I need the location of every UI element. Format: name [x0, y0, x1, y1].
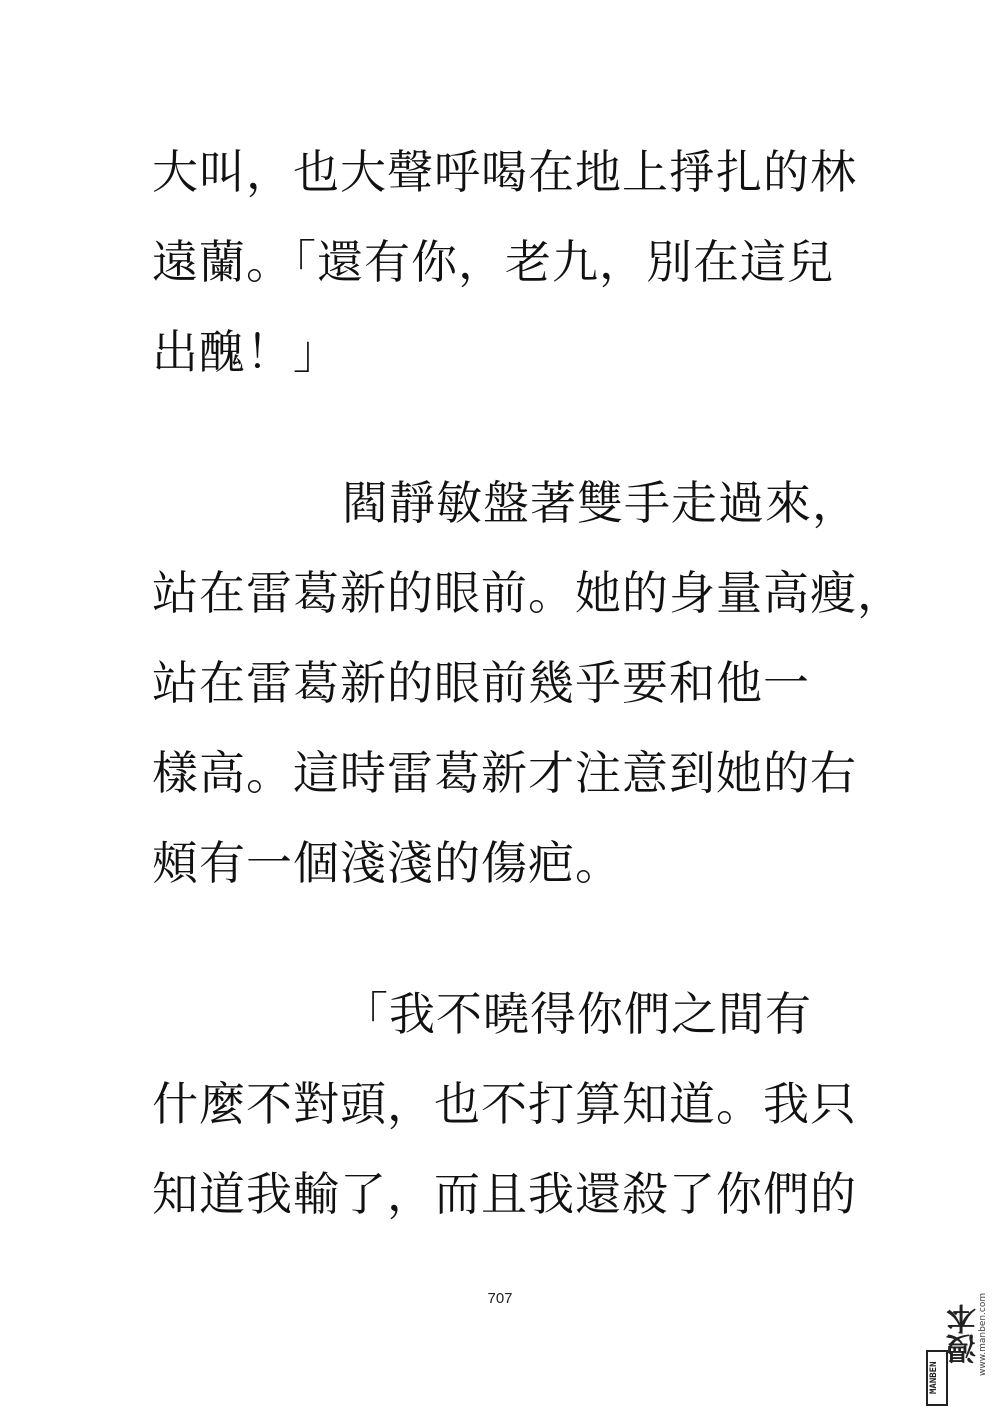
text-line: 遠蘭。「還有你，老九，別在這兒 — [152, 235, 834, 289]
text-line: 閻靜敏盤著雙手走過來， — [342, 476, 859, 530]
text-line: 什麼不對頭，也不打算知道。我只 — [152, 1077, 857, 1131]
text-line: 站在雷葛新的眼前幾乎要和他一 — [152, 656, 810, 710]
text-line: 樣高。這時雷葛新才注意到她的右 — [152, 746, 857, 800]
text-line: 站在雷葛新的眼前。她的身量高瘦， — [152, 566, 904, 620]
text-line: 頰有一個淺淺的傷疤。 — [152, 836, 622, 890]
watermark-logo — [926, 1262, 990, 1406]
text-line: 大叫，也大聲呼喝在地上掙扎的林 — [152, 145, 857, 199]
watermark-url: www.manben.com — [978, 1292, 988, 1376]
text-line: 知道我輸了，而且我還殺了你們的 — [152, 1167, 857, 1221]
text-line: 出醜！」 — [152, 325, 340, 379]
page-number: 707 — [487, 1290, 513, 1307]
watermark-glyph: 漫本 — [947, 1304, 982, 1364]
text-line: 「我不曉得你們之間有 — [342, 987, 812, 1041]
watermark-box: MANBEN — [926, 1350, 948, 1406]
